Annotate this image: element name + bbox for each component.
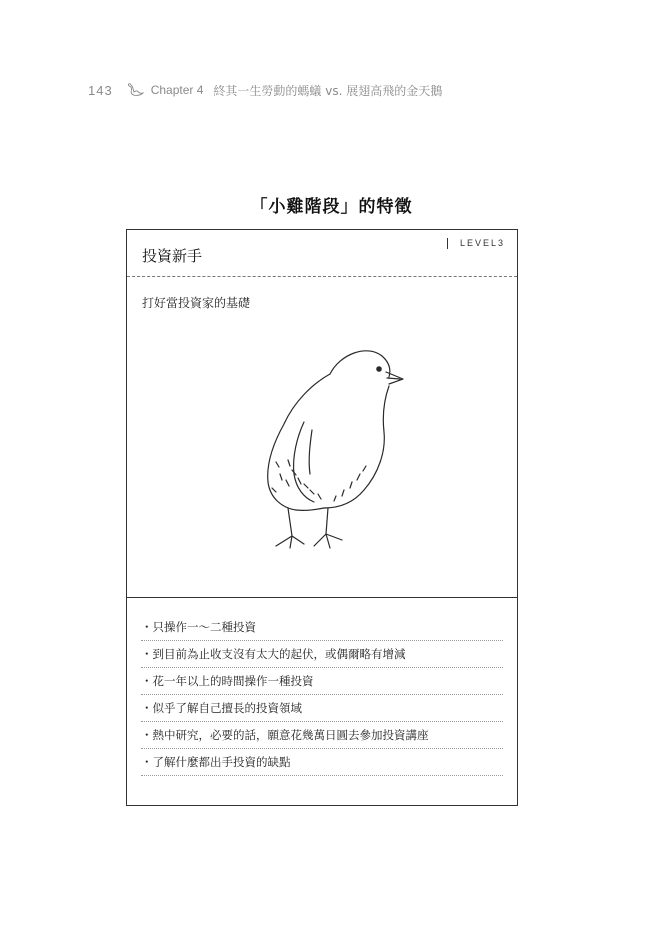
trait-item: ・只操作一～二種投資 (141, 614, 503, 641)
running-head (88, 80, 442, 100)
dashed-divider (127, 276, 517, 277)
trait-item: ・熱中研究，必要的話，願意花幾萬日圓去參加投資講座 (141, 722, 503, 749)
stage-card (126, 229, 518, 806)
chapter-label: Chapter 4 (150, 83, 204, 97)
level-tag: LEVEL3 (447, 238, 505, 249)
trait-item: ・花一年以上的時間操作一種投資 (141, 668, 503, 695)
trait-item: ・了解什麼都出手投資的缺點 (141, 749, 503, 776)
trait-item: ・似乎了解自己擅長的投資領域 (141, 695, 503, 722)
section-title: 「小雞階段」的特徵 (250, 197, 413, 217)
page-number: 143 (88, 82, 113, 98)
chapter-title: 終其一生勞動的螞蟻 vs. 展翅高飛的金天鵝 (213, 83, 443, 98)
trait-item: ・到目前為止收支沒有太大的起伏，或偶爾略有增減 (141, 641, 503, 668)
swan-icon (127, 82, 145, 98)
card-title: 投資新手 (142, 247, 203, 265)
trait-list (141, 614, 503, 776)
solid-divider (127, 597, 517, 598)
card-subtitle: 打好當投資家的基礎 (142, 296, 251, 310)
chick-illustration (252, 342, 412, 557)
